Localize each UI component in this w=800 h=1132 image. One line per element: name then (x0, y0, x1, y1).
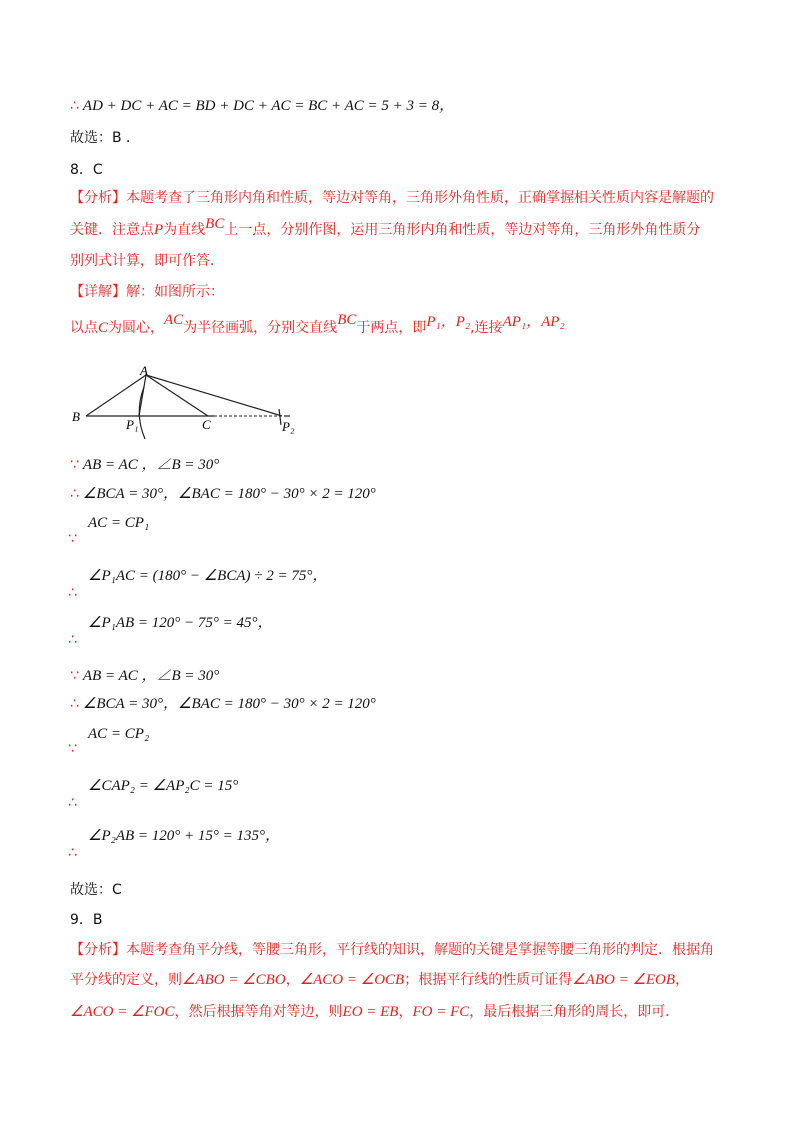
because-icon: ∵ (68, 531, 77, 547)
analysis-line-2: 关键．注意点P为直线BC上一点，分别作图，运用三角形内角和性质，等边对等角，三角形外角性质分 (70, 216, 701, 238)
question-9-number: 9．B (70, 912, 103, 928)
segment-ac (146, 375, 208, 416)
therefore-icon: ∴ (68, 795, 77, 811)
segment-ab (86, 375, 146, 416)
segment-ap2 (146, 375, 282, 416)
therefore-icon: ∴ (68, 632, 77, 648)
detail-heading: 【详解】解：如图所示： (70, 284, 224, 300)
therefore-icon: ∴ (68, 585, 77, 601)
construction-description: 以点C为圆心，AC为半径画弧，分别交直线BC于两点，即P₁，P₂,连接AP₁，AP₂ (70, 312, 565, 336)
label-b: B (72, 409, 80, 424)
step-5: ∠P₁AB = 120° − 75° = 45°， (88, 615, 273, 631)
answer-line: 故选：C (70, 882, 122, 898)
equation-text: AD + DC + AC = BD + DC + AC = BC + AC = 5 + 3 = 8， (82, 98, 455, 114)
because-icon: ∵ (70, 668, 79, 684)
step-4: ∠P₁AC = (180° − ∠BCA) ÷ 2 = 75°， (88, 568, 328, 584)
label-c: C (202, 417, 211, 432)
therefore-icon: ∴ (70, 98, 79, 114)
step-3: AC = CP₁ (88, 515, 150, 531)
therefore-icon: ∴ (70, 486, 79, 502)
step-2: ∴ ∠BCA = 30°，∠BAC = 180° − 30° × 2 = 120° (70, 486, 376, 502)
q9-analysis-line-3: ∠ACO = ∠FOC，然后根据等角对等边，则EO = EB，FO = FC，最后根据三角形的周长，即可． (70, 1004, 680, 1020)
step-1: ∵ AB = AC ，∠B = 30° (70, 457, 220, 473)
triangle-figure (66, 365, 306, 445)
step-9: ∠CAP₂ = ∠AP₂C = 15° (88, 778, 239, 794)
step-8: AC = CP₂ (88, 726, 150, 742)
step-10: ∠P₂AB = 120° + 15° = 135°， (88, 828, 281, 844)
analysis-line-1: 【分析】本题考查了三角形内角和性质，等边对等角，三角形外角性质，正确掌握相关性质内容是解题的 (70, 190, 714, 206)
answer-line: 故选：B ． (70, 130, 141, 146)
label-p2: P₂ (282, 419, 295, 434)
analysis-line-3: 别列式计算，即可作答． (70, 253, 224, 269)
q9-analysis-line-1: 【分析】本题考查角平分线，等腰三角形，平行线的知识，解题的关键是掌握等腰三角形的判定．根据角 (70, 942, 714, 958)
step-7: ∴ ∠BCA = 30°，∠BAC = 180° − 30° × 2 = 120° (70, 696, 376, 712)
because-icon: ∵ (68, 741, 77, 757)
therefore-icon: ∴ (68, 845, 77, 861)
label-a: A (140, 365, 148, 378)
therefore-icon: ∴ (70, 696, 79, 712)
because-icon: ∵ (70, 457, 79, 473)
question-8-number: 8．C (70, 162, 103, 178)
label-p1: P₁ (126, 417, 139, 432)
step-6: ∵ AB = AC ，∠B = 30° (70, 668, 220, 684)
equation-line (70, 96, 454, 116)
q9-analysis-line-2: 平分线的定义，则∠ABO = ∠CBO，∠ACO = ∠OCB；根据平行线的性质可证得∠ABO = ∠EOB， (70, 972, 690, 988)
segment-ap1 (139, 375, 146, 416)
